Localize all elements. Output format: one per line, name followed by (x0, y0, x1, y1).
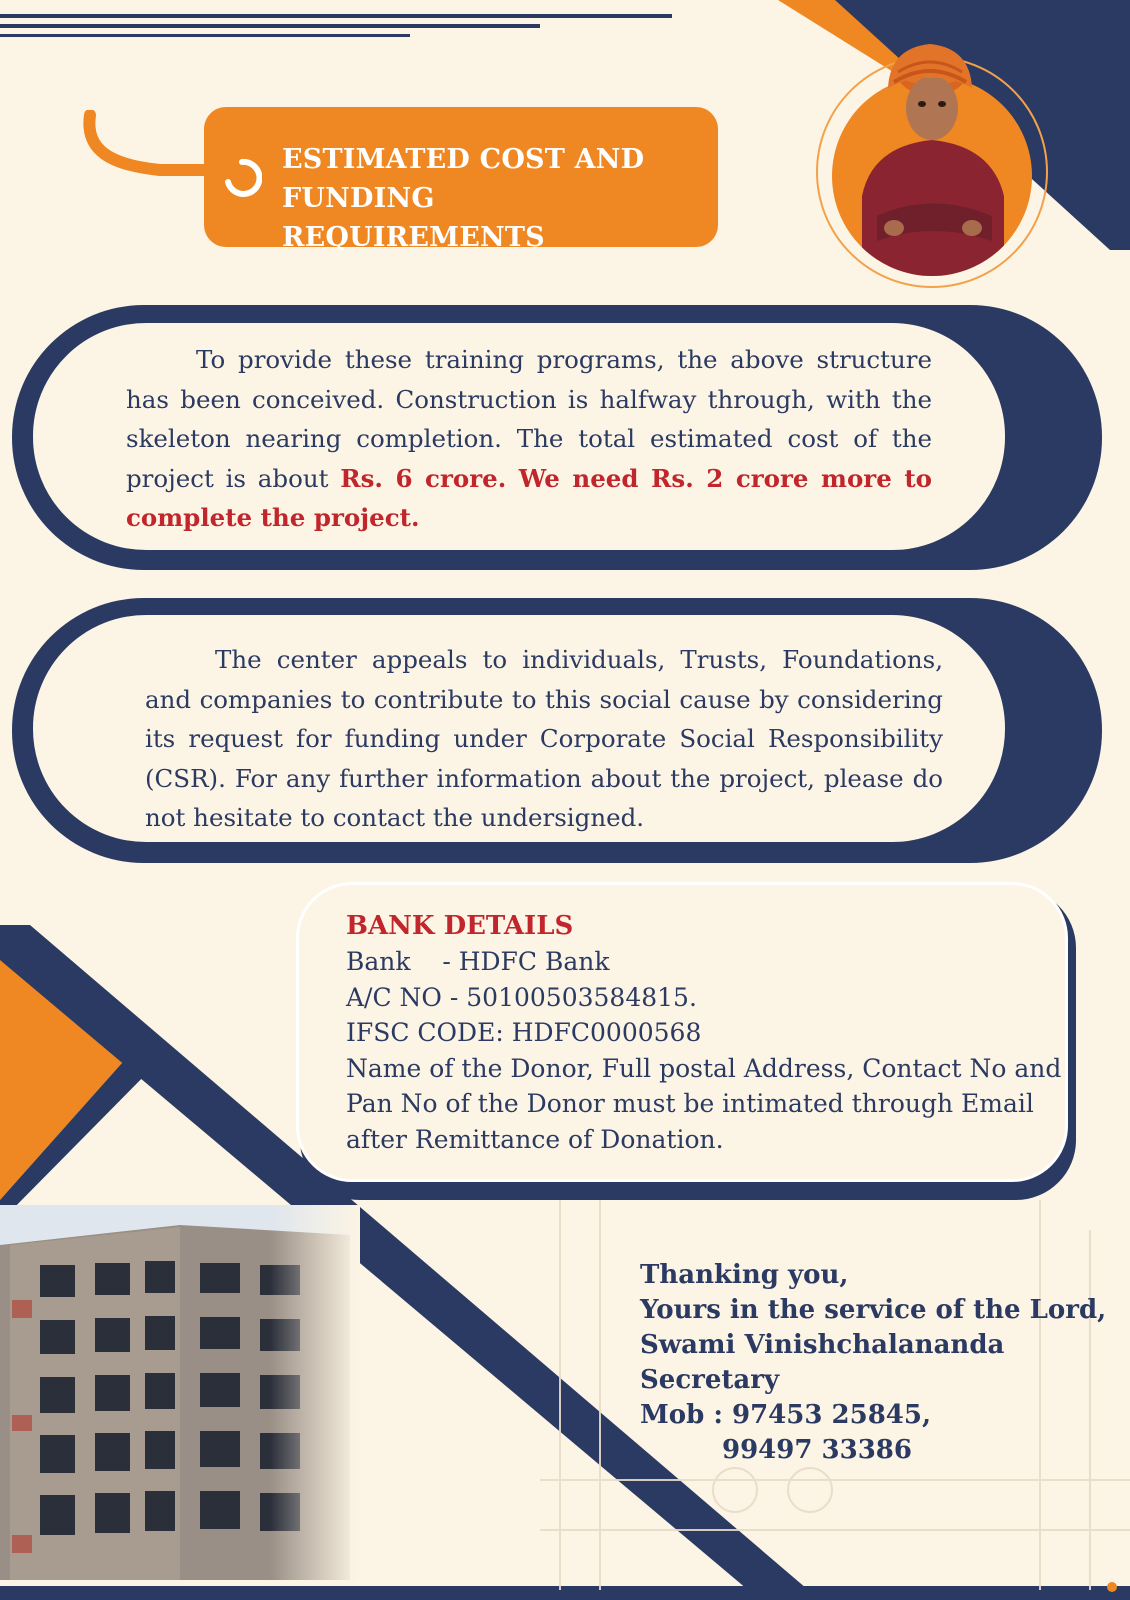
building-photo (0, 1205, 360, 1580)
mobile-number-1: Mob : 97453 25845, (640, 1400, 932, 1430)
donor-note-line-2: Pan No of the Donor must be intimated through Email (346, 1089, 1034, 1119)
bank-name: Bank - HDFC Bank (346, 947, 610, 976)
service-line: Yours in the service of the Lord, (640, 1295, 1107, 1325)
title-line-2: FUNDING REQUIREMENTS (282, 183, 545, 253)
signatory-name: Swami Vinishchalananda (640, 1330, 1005, 1360)
top-line-1 (0, 14, 672, 18)
ifsc-code: IFSC CODE: HDFC0000568 (346, 1018, 702, 1048)
signature-block (640, 1258, 1106, 1468)
orange-dot (1107, 1582, 1117, 1592)
top-line-3 (0, 34, 410, 37)
appeal-paragraph: The center appeals to individuals, Trusts, Foundations, and companies to contribute to this social cause by considering its request for funding under Corporate Social Responsibility (CSR). For any further information about the project, please do not hesitate to contact the undersigned. (145, 645, 943, 832)
mobile-number-2: 99497 33386 (722, 1435, 912, 1465)
closing-line: Thanking you, (640, 1260, 849, 1290)
bank-details-title: BANK DETAILS (346, 911, 574, 941)
top-line-2 (0, 24, 540, 28)
title-line-1: ESTIMATED COST AND (282, 144, 645, 175)
signatory-title: Secretary (640, 1365, 780, 1395)
bottom-navy-strip (0, 1586, 1130, 1600)
cost-text: To provide these training programs, the above structure has been conceived. Construction is halfway through, with the skeleton nearing completion. The total estimated cost of the project is about (126, 345, 932, 493)
turban-icon (880, 38, 980, 108)
account-number: A/C NO - 50100503584815. (346, 982, 697, 1012)
bank-details (346, 908, 1066, 1158)
cost-paragraph (126, 340, 932, 538)
page-title (282, 140, 702, 257)
donor-note-line-3: after Remittance of Donation. (346, 1124, 724, 1154)
donor-note-line-1: Name of the Donor, Full postal Address, Contact No and (346, 1053, 1062, 1083)
cost-highlight: Rs. 6 crore. We need Rs. 2 crore more to complete the project. (126, 463, 932, 532)
tag-hole-icon (222, 158, 262, 198)
